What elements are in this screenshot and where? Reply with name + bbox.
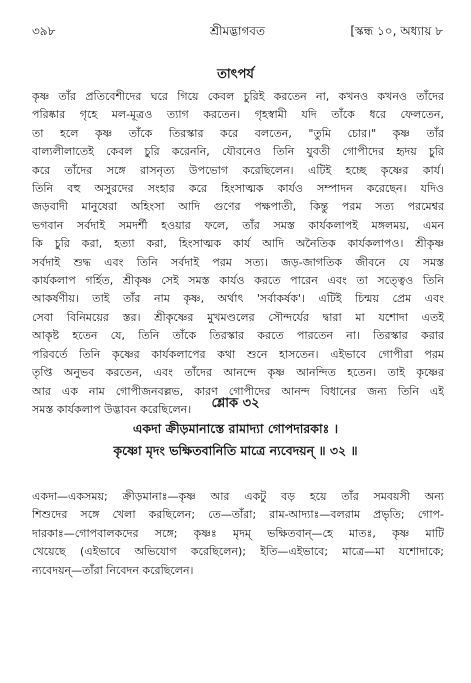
purport-line: জড়বাদী মানুষেরা অহিংসা আদি গুণের পক্ষপাতী, কিন্তু পরম সত্য পরমেশ্বর [32,200,444,214]
purport-line: সমস্ত কার্যকলাপ উদ্ভাবন করেছিলেন। [32,402,192,416]
purport-line: সর্বদাই শুদ্ধ এবং তিনি সর্বদাই পরম সত্য। জড়-জাগতিক জীবনে যে সমস্ত [32,255,444,269]
verse-line: কৃষ্ণো মৃদং ভক্ষিতবানিতি মাত্রে ন্যবেদয়ন্ ॥ ৩২ ॥ [113,443,358,458]
purport-line: সেবা বিনিময়ের স্তর। শ্রীকৃষ্ণের মুখমণ্ডলের সৌন্দর্যের দ্বারা মা যশোদা এতই [32,310,444,324]
purport-line: কি চুরি করা, হত্যা করা, হিংসাত্মক কার্য আদি অনৈতিক কার্যকলাপও। শ্রীকৃষ্ণ [32,237,444,251]
purport-line: ভগবান সর্বদাই সমদর্শী হওয়ার ফলে, তাঁর সমস্ত কার্যকলাপই মঙ্গলময়, এমন [32,218,444,232]
purport-line: তা হলে কৃষ্ণ তাঁকে তিরস্কার করে বলতেন, "তুমি চোর।" কৃষ্ণ তাঁর [32,126,444,140]
purport-line: করে তাঁদের সঙ্গে রাসনৃত্য উপভোগ করেছিলেন। এটিই হচ্ছে কৃষ্ণের কার্য। [32,163,444,177]
purport-line: তৃপ্তি অনুভব করতেন, এবং তাঁদের আনন্দে কৃষ্ণ আনন্দিত হতেন। তাই কৃষ্ণের [32,366,444,380]
purport-line: পরিষ্কার গৃহে মল-মূত্রও ত্যাগ করতেন। গৃহস্বামী যদি তাঁকে ধরে ফেলতেন, [32,108,444,122]
synonyms-body [32,488,444,580]
verse-line: একদা ক্রীড়মানাস্তে রামাদ্যা গোপদারকাঃ । [132,421,339,436]
syn-line: একদা—একসময়; ক্রীড়মানাঃ—কৃষ্ণ আর একটু বড় হয়ে তাঁর সমবয়সী অন্য [32,490,444,503]
purport-line: বাল্যলীলাতেই কেবল চুরি করেননি, যৌবনেও তিনি যুবতী গোপীদের হৃদয় চুরি [32,145,444,159]
syn-line: দারকাঃ—গোপবালকদের সঙ্গে; কৃষ্ণঃ মৃদম্ ভক্ষিতবান্—হে মাতঃ, কৃষ্ণ মাটি [32,526,444,540]
verse-text [0,418,471,462]
book-title: শ্রীমদ্ভাগবত [209,24,265,38]
purport-line: তিনি বহু অসুরদের সংহার করে হিংসাত্মক কার্যও সম্পাদন করেছেন। যদিও [32,182,444,196]
syn-line: শিশুদের সঙ্গে খেলা করছিলেন; তে—তাঁরা; রাম-আদ্যাঃ—বলরাম প্রভৃতি; গোপ- [32,508,444,522]
verse-title: শ্লোক ৩২ [211,396,260,411]
purport-line: পরিবর্তে তিনি কৃষ্ণের কার্যকলাপের কথা শুনে হাসতেন। এইভাবে গোপীরা পরম [32,347,444,361]
page-header [32,22,443,40]
page-number: ৩৯৮ [32,24,56,38]
purport-line: আর এক নাম গোপীজনবল্লভ, কারণ গোপীদের আনন্দ বিধানের জন্য তিনি এই [32,384,444,398]
purport-line: কৃষ্ণ তাঁর প্রতিবেশীদের ঘরে গিয়ে কেবল চুরিই করতেন না, কখনও কখনও তাঁদের [32,90,444,103]
purport-line: আকর্ষণীয়। তাই তাঁর নাম কৃষ্ণ, অর্থাৎ 'সর্বাকর্ষক'। এটিই চিন্ময় প্রেম এবং [32,292,444,306]
syn-line: ন্যবেদয়ন্—তাঁরা নিবেদন করেছিলেন। [32,563,194,577]
purport-line: কার্যকলাপ গর্হিত, শ্রীকৃষ্ণ সেই সমস্ত কার্যও করতে পারেন এবং তা সত্ত্বেও তিনি [32,274,444,288]
syn-line: খেয়েছে (এইভাবে অভিযোগ করেছিলেন); ইতি—এইভাবে; মাত্রে—মা যশোদাকে; [32,545,444,559]
chapter-reference: [স্কন্ধ ১০, অধ্যায় ৮ [350,24,443,38]
purport-line: আকৃষ্ট হতেন যে, তিনি তাঁকে তিরস্কার করতে পারতেন না। তিরস্কার করার [32,329,444,343]
purport-body [32,88,444,419]
purport-title: তাৎপর্য [217,67,254,82]
